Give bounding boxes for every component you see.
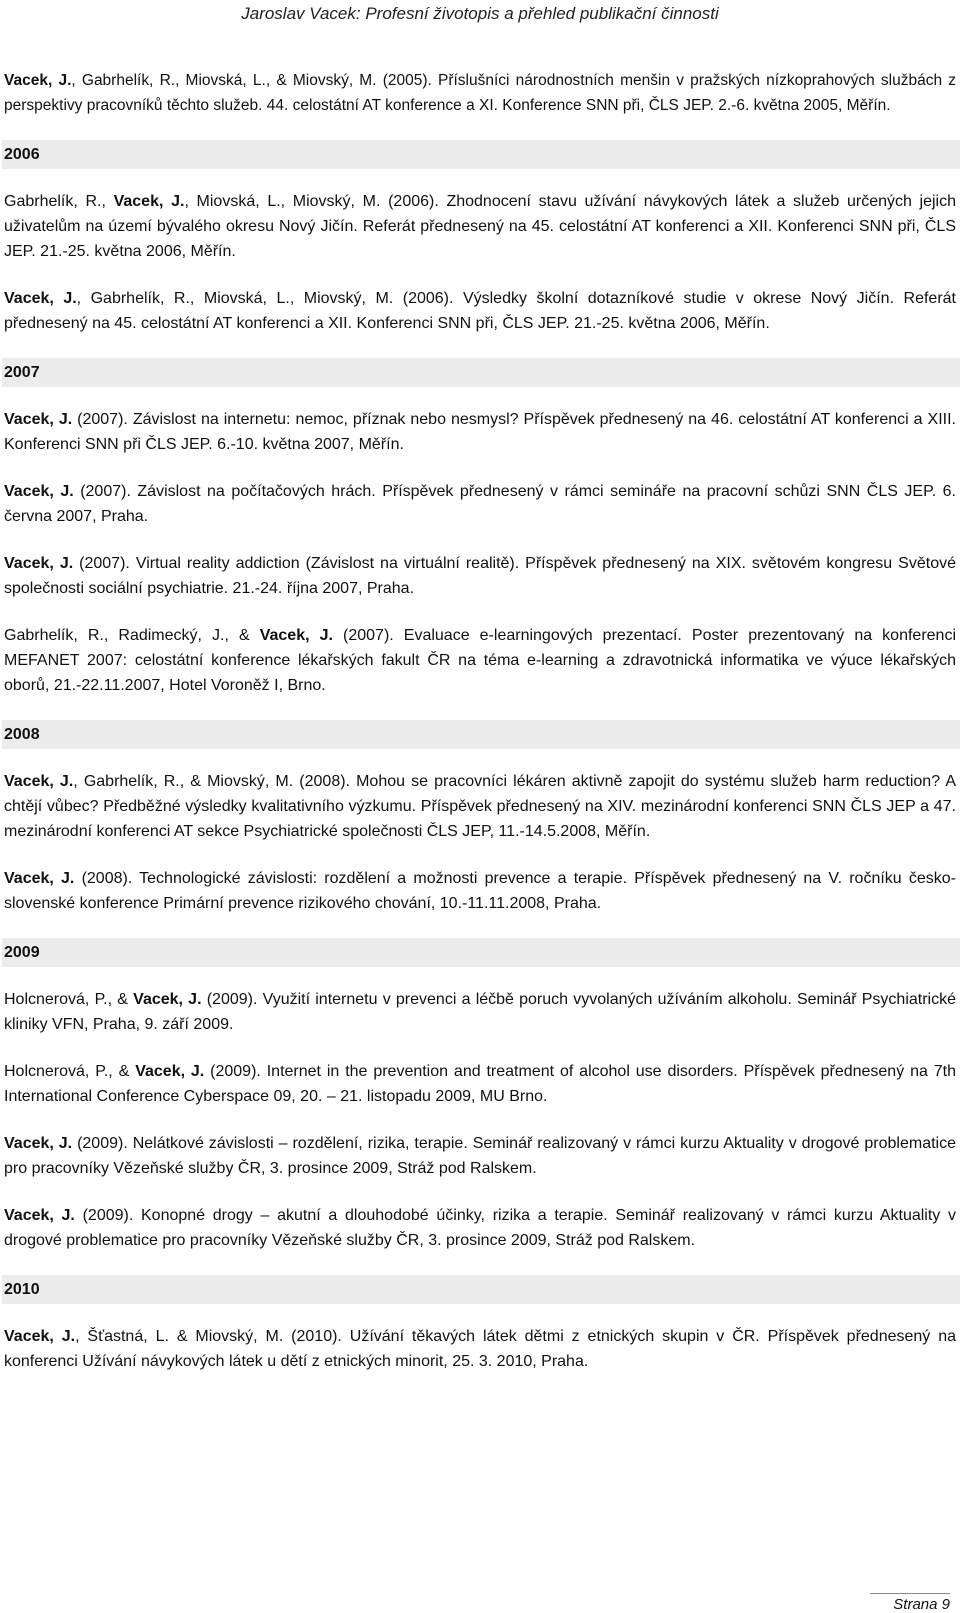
author-highlight: Vacek, J. xyxy=(4,411,73,428)
publication-entry xyxy=(4,769,956,844)
publication-entry xyxy=(4,551,956,601)
entry-text: (2009). Využití internetu v prevenci a léčbě poruch vyvolaných užíváním alkoholu. Seminář Psychiatrické kliniky VFN, Praha, 9. září 2009. xyxy=(4,991,956,1033)
entry-text: , Gabrhelík, R., Miovská, L., & Miovský, M. (2005). Příslušníci národnostních menšin v pražských nízkoprahových službách z perspektivy pracovníků těchto služeb. 44. celostátní AT konference a XI. Konference SNN při, ČLS JEP. 2.-6. května 2005, Měřín. xyxy=(4,72,956,114)
publication-entry xyxy=(4,189,956,264)
entry-text: (2007). Evaluace e-learningových prezentací. Poster prezentovaný na konferenci MEFANET 2007: celostátní konference lékařských fakult ČR na téma e-learning a zdravotnická informatika ve výuce lékařských oborů, 21.-22.11.2007, Hotel Voroněž I, Brno. xyxy=(4,627,956,694)
entry-text: (2009). Internet in the prevention and treatment of alcohol use disorders. Příspěvek přednesený na 7th International Conference Cyberspace 09, 20. – 21. listopadu 2009, MU Brno. xyxy=(4,1063,957,1105)
entry-text: , Miovská, L., Miovský, M. (2006). Zhodnocení stavu užívání návykových látek a služeb určených jejich uživatelům na území bývalého okresu Nový Jičín. Referát přednesený na 45. celostátní AT konferenci a XII. Konferenci SNN při, ČLS JEP. 21.-25. května 2006, Měřín. xyxy=(4,193,957,260)
author-highlight: Vacek, J. xyxy=(4,1328,76,1345)
publication-entry xyxy=(4,1059,956,1109)
co-authors-before: Gabrhelík, R., Radimecký, J., & xyxy=(4,627,260,644)
publication-list xyxy=(4,68,956,1396)
author-highlight: Vacek, J. xyxy=(113,193,185,210)
publication-entry xyxy=(4,987,956,1037)
author-highlight: Vacek, J. xyxy=(4,483,74,500)
year-heading: 2010 xyxy=(2,1275,960,1304)
author-highlight: Vacek, J. xyxy=(135,1063,205,1080)
publication-entry xyxy=(4,1203,956,1253)
publication-entry xyxy=(4,479,956,529)
publication-entry xyxy=(4,623,956,698)
publication-entry xyxy=(4,407,956,457)
year-heading: 2009 xyxy=(2,938,960,967)
entry-text: (2008). Technologické závislosti: rozdělení a možnosti prevence a terapie. Příspěvek přednesený na V. ročníku česko-slovenské konference Primární prevence rizikového chování, 10.-11.11.2008, Praha. xyxy=(4,870,956,912)
entry-text: , Šťastná, L. & Miovský, M. (2010). Užívání těkavých látek dětmi z etnických skupin v ČR. Příspěvek přednesený na konferenci Užívání návykových látek u dětí z etnických minorit, 25. 3. 2010, Praha. xyxy=(4,1328,956,1370)
entry-text: , Gabrhelík, R., Miovská, L., Miovský, M. (2006). Výsledky školní dotazníkové studie v okrese Nový Jičín. Referát přednesený na 45. celostátní AT konferenci a XII. Konferenci SNN při, ČLS JEP. 21.-25. května 2006, Měřín. xyxy=(4,290,956,332)
author-highlight: Vacek, J. xyxy=(4,290,77,307)
author-highlight: Vacek, J. xyxy=(259,627,333,644)
author-highlight: Vacek, J. xyxy=(133,991,202,1008)
author-highlight: Vacek, J. xyxy=(4,1207,75,1224)
entry-text: (2007). Virtual reality addiction (Závislost na virtuální realitě). Příspěvek přednesený na XIX. světovém kongresu Světové společnosti sociální psychiatrie. 21.-24. října 2007, Praha. xyxy=(4,555,956,597)
publication-entry xyxy=(4,1324,956,1374)
publication-entry xyxy=(4,866,956,916)
author-highlight: Vacek, J. xyxy=(4,1135,73,1152)
year-heading: 2007 xyxy=(2,358,960,387)
entry-text: (2009). Konopné drogy – akutní a dlouhodobé účinky, rizika a terapie. Seminář realizovaný v rámci kurzu Aktuality v drogové problematice pro pracovníky Vězeňské služby ČR, 3. prosince 2009, Stráž pod Ralskem. xyxy=(4,1207,957,1249)
publication-entry xyxy=(4,68,956,118)
page-number: Strana 9 xyxy=(870,1593,950,1613)
author-highlight: Vacek, J. xyxy=(4,870,75,887)
publication-entry xyxy=(4,286,956,336)
entry-text: (2007). Závislost na internetu: nemoc, příznak nebo nesmysl? Příspěvek přednesený na 46. celostátní AT konferenci a XIII. Konferenci SNN při ČLS JEP. 6.-10. května 2007, Měřín. xyxy=(4,411,957,453)
publication-entry xyxy=(4,1131,956,1181)
author-highlight: Vacek, J. xyxy=(4,773,74,790)
year-heading: 2006 xyxy=(2,140,960,169)
entry-text: , Gabrhelík, R., & Miovský, M. (2008). Mohou se pracovníci lékáren aktivně zapojit do systému služeb harm reduction? A chtějí vůbec? Předběžné výsledky kvalitativního výzkumu. Příspěvek přednesený na XIV. mezinárodní konferenci SNN ČLS JEP a 47. mezinárodní konferenci AT sekce Psychiatrické společnosti ČLS JEP, 11.-14.5.2008, Měřín. xyxy=(4,773,956,840)
page-header: Jaroslav Vacek: Profesní životopis a přehled publikační činnosti xyxy=(241,4,719,23)
author-highlight: Vacek, J. xyxy=(4,555,74,572)
co-authors-before: Holcnerová, P., & xyxy=(4,1063,136,1080)
co-authors-before: Gabrhelík, R., xyxy=(4,193,114,210)
year-heading: 2008 xyxy=(2,720,960,749)
author-highlight: Vacek, J. xyxy=(4,72,72,89)
co-authors-before: Holcnerová, P., & xyxy=(4,991,134,1008)
entry-text: (2009). Nelátkové závislosti – rozdělení, rizika, terapie. Seminář realizovaný v rámci kurzu Aktuality v drogové problematice pro pracovníky Vězeňské služby ČR, 3. prosince 2009, Stráž pod Ralskem. xyxy=(4,1135,957,1177)
entry-text: (2007). Závislost na počítačových hrách. Příspěvek přednesený v rámci semináře na pracovní schůzi SNN ČLS JEP. 6. června 2007, Praha. xyxy=(4,483,956,525)
